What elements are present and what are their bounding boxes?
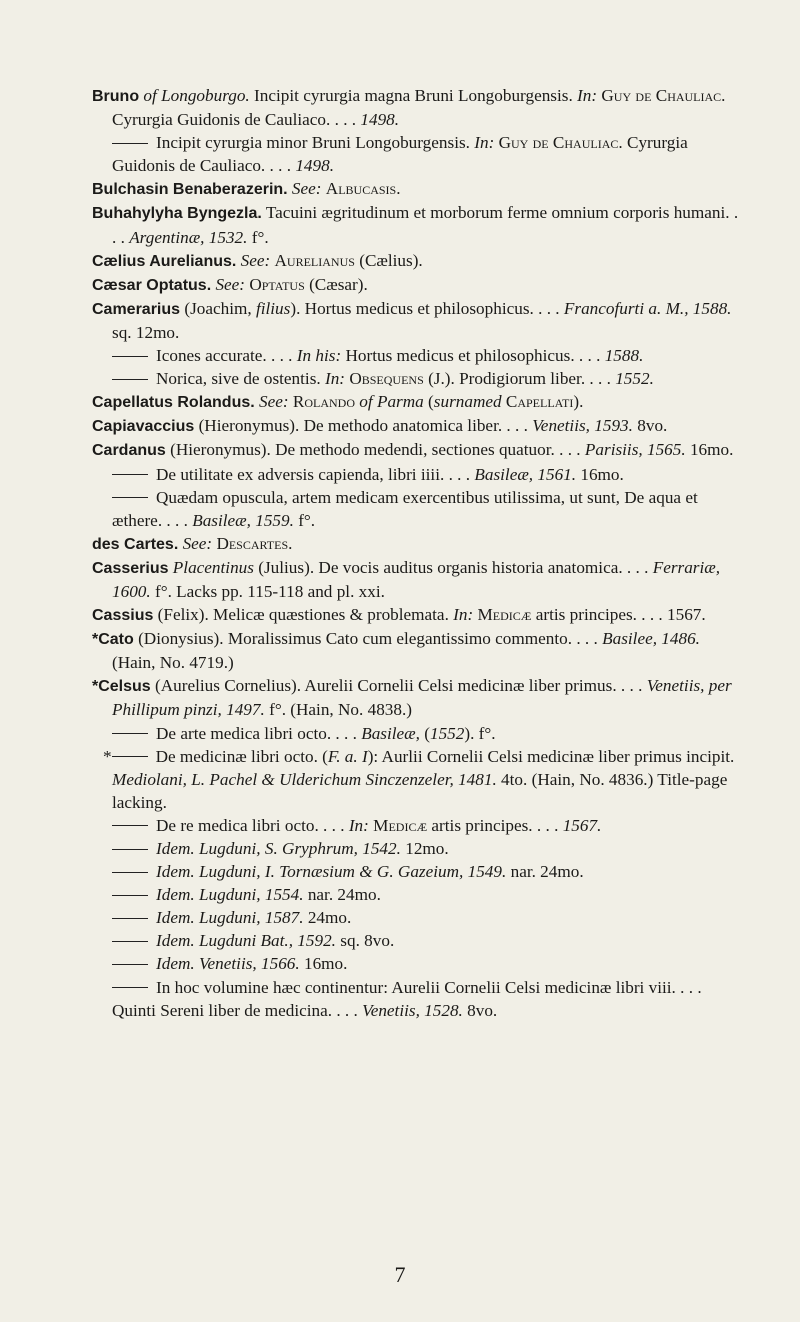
- entry-text: 1498.: [360, 110, 400, 130]
- entry-text: 16mo.: [576, 464, 624, 484]
- entry-text: Cyrurgia Guidonis de Cauliaco. . . .: [112, 133, 688, 176]
- entry-text: f°. (Hain, No. 4838.): [264, 700, 413, 720]
- entry-text: 16mo.: [685, 440, 734, 460]
- entry-text: See:: [291, 179, 322, 199]
- entry-text: In:: [577, 86, 598, 105]
- entry-text: Idem.: [156, 885, 195, 905]
- entry-text: Lugduni, S. Gryphrum, 1542.: [198, 839, 401, 858]
- entry-text: Francofurti a. M., 1588.: [563, 298, 732, 318]
- entry-text: F. a. I: [327, 746, 368, 766]
- entry-text: f°.: [247, 227, 269, 247]
- entry-text: De utilitate ex adversis capienda, libri iiii. . . .: [156, 464, 475, 484]
- catalogue-entry: [92, 297, 742, 344]
- entry-text: Optatus: [249, 274, 305, 294]
- entry-text: In:: [474, 133, 495, 153]
- ditto-dash: [112, 825, 148, 826]
- entry-heading: Cardanus: [92, 442, 166, 460]
- sub-entry: [92, 344, 742, 367]
- entry-text: In hoc volumine hæc continentur: Aurelii Cornelii Celsi medicinæ libri viii. . . . Quinti Sereni liber de medicina. . . .: [112, 977, 702, 1020]
- entry-text: Guy de Chauliac.: [601, 86, 726, 105]
- sub-entry: [92, 131, 742, 177]
- entry-text: Argentinæ, 1532.: [129, 227, 248, 247]
- entry-text: In:: [324, 369, 346, 389]
- entry-text: Ferrariæ, 1600.: [112, 557, 721, 601]
- entry-text: Cyrurgia Guidonis de Cauliaco. . . .: [112, 110, 361, 130]
- entry-text: Albucasis.: [325, 179, 401, 199]
- catalogue-entry: [92, 674, 742, 721]
- entry-text: (Hain, No. 4719.): [112, 653, 234, 673]
- entry-heading: Cæsar Optatus.: [92, 276, 212, 294]
- ditto-dash: [112, 964, 148, 965]
- entry-text: (Julius). De vocis auditus organis historia anatomica. . . .: [253, 557, 653, 577]
- entry-text: Mediolani, L. Pachel & Ulderichum Sinczenzeler, 1481.: [112, 769, 497, 789]
- entry-text: Venetiis, 1566.: [198, 954, 300, 974]
- catalogue-entry: [92, 390, 742, 414]
- entry-text: of Parma: [359, 392, 424, 412]
- entry-text: In:: [453, 605, 474, 625]
- entry-text: See:: [182, 533, 213, 553]
- entry-text: Norica, sive de ostentis.: [156, 369, 325, 389]
- entry-text: 1588.: [604, 346, 644, 366]
- ditto-dash: [112, 379, 148, 380]
- entry-text: Tacuini ægritudinum et morborum ferme omnium corporis humani. . . .: [112, 203, 739, 247]
- catalogue-entry: [92, 556, 742, 603]
- entry-text: ). f°.: [464, 723, 496, 743]
- ditto-dash: [112, 918, 148, 919]
- entry-text: Guy de Chauliac.: [498, 133, 623, 153]
- entry-text: Parisiis, 1565.: [584, 440, 686, 460]
- sub-entry: [92, 929, 742, 952]
- sub-entry: [92, 722, 742, 745]
- sub-entry: [92, 976, 742, 1022]
- entry-text: Basileæ, 1559.: [192, 510, 294, 530]
- entry-text: Venetiis, per Phillipum pinzi, 1497.: [112, 676, 732, 720]
- entry-text: Medicæ: [477, 605, 532, 625]
- catalogue-entry: [92, 273, 742, 297]
- sub-entry: [92, 367, 742, 390]
- entry-text: ). Hortus medicus et philosophicus. . . .: [290, 298, 564, 318]
- entry-text: See:: [259, 392, 289, 412]
- entry-text: Medicæ: [373, 815, 428, 835]
- entry-text: ): Aurlii Cornelii Celsi medicinæ liber primus incipit.: [367, 746, 735, 766]
- entry-heading: Camerarius: [92, 300, 181, 318]
- entry-text: surnamed: [433, 392, 502, 412]
- entry-text: Aurelianus: [274, 250, 355, 270]
- entry-text: Lugduni, 1554.: [198, 885, 304, 905]
- ditto-dash: [112, 941, 148, 942]
- ditto-dash: [112, 895, 148, 896]
- entry-text: 8vo.: [462, 1000, 498, 1020]
- entry-text: Lugduni, I. Tornæsium & G. Gazeium, 1549.: [198, 862, 507, 882]
- entry-heading: Cassius: [92, 607, 154, 625]
- entry-text: De arte medica libri octo. . . .: [156, 723, 362, 743]
- entry-text: De medicinæ libri octo. (: [155, 746, 328, 766]
- entry-text: Venetiis, 1593.: [532, 416, 633, 436]
- entry-text: (Joachim,: [180, 298, 256, 318]
- entry-text: Basileæ,: [361, 723, 420, 743]
- ditto-dash: [112, 497, 148, 498]
- ditto-dash: [112, 756, 148, 757]
- sub-entry: [92, 745, 742, 814]
- catalogue-entry: [92, 532, 742, 556]
- entry-text: f°.: [293, 510, 316, 530]
- entry-text: (Hieronymus). De methodo anatomica liber. . . .: [194, 416, 533, 436]
- entry-text: Obsequens: [349, 369, 424, 389]
- entry-text: sq. 12mo.: [112, 322, 180, 342]
- entry-heading: Casserius: [92, 559, 169, 577]
- entry-text: Incipit cyrurgia magna Bruni Longoburgensis.: [249, 86, 578, 105]
- entry-text: Idem.: [156, 954, 195, 974]
- entry-text: (Cælius).: [354, 250, 423, 270]
- entry-text: 1498.: [295, 156, 334, 176]
- entry-text: ).: [573, 392, 584, 412]
- sub-entry: [92, 860, 742, 883]
- ditto-dash: [112, 474, 148, 475]
- entry-text: (Aurelius Cornelius). Aurelii Cornelii Celsi medicinæ liber primus. . . .: [150, 676, 647, 696]
- entry-text: (J.). Prodigiorum liber. . . .: [423, 369, 616, 389]
- entry-text: Idem.: [156, 839, 195, 858]
- entry-text: Lugduni Bat., 1592.: [198, 931, 336, 951]
- entry-text: Incipit cyrurgia minor Bruni Longoburgensis.: [156, 133, 475, 153]
- entry-text: De re medica libri octo. . . .: [156, 815, 349, 835]
- entry-text: (: [423, 392, 434, 412]
- catalogue-entry: [92, 627, 742, 674]
- entry-text: Quædam opuscula, artem medicam exercentibus utilissima, ut sunt, De aqua et æthere. . . .: [112, 487, 698, 530]
- sub-entry: [92, 906, 742, 929]
- sub-entry: [92, 952, 742, 975]
- entry-text: f°. Lacks pp. 115-118 and pl. xxi.: [150, 581, 385, 601]
- entry-text: See:: [215, 274, 246, 294]
- entry-text: Capellati: [505, 392, 574, 412]
- entry-text: nar. 24mo.: [506, 862, 584, 882]
- page-number: 7: [394, 1262, 406, 1287]
- entry-text: 4to. (Hain, No. 4836.) Title-page lacking.: [112, 769, 728, 812]
- asterisk-mark: *: [103, 746, 112, 766]
- entry-text: Idem.: [156, 931, 195, 951]
- entry-text: In:: [348, 815, 369, 835]
- entry-text: 1552.: [615, 369, 654, 389]
- entry-text: sq. 8vo.: [335, 931, 395, 951]
- entry-text: 8vo.: [632, 416, 668, 436]
- ditto-dash: [112, 987, 148, 988]
- entry-text: Basileæ, 1561.: [474, 464, 577, 484]
- entry-text: 16mo.: [299, 954, 348, 974]
- entry-heading: Bruno: [92, 88, 140, 105]
- entry-text: In his:: [296, 346, 342, 366]
- ditto-dash: [112, 872, 148, 873]
- entry-text: 1567.: [562, 815, 602, 835]
- entry-text: See:: [240, 250, 271, 270]
- entry-text: of Longoburgo.: [143, 86, 250, 105]
- entry-text: 24mo.: [303, 908, 352, 928]
- catalogue-entry: [92, 414, 742, 438]
- entry-text: Placentinus: [172, 557, 254, 577]
- ditto-dash: [112, 733, 148, 734]
- entry-text: Lugduni, 1587.: [198, 908, 304, 928]
- entry-text: 12mo.: [400, 839, 449, 858]
- entry-heading: *Celsus: [92, 678, 151, 696]
- sub-entry: [92, 837, 742, 860]
- entry-text: artis principes. . . .: [427, 815, 563, 835]
- catalogue-entry: [92, 249, 742, 273]
- entry-text: (: [419, 723, 430, 743]
- entry-text: filius: [255, 298, 291, 318]
- entry-heading: Cælius Aurelianus.: [92, 252, 237, 270]
- sub-entry: [92, 486, 742, 532]
- entry-text: Hortus medicus et philosophicus. . . .: [341, 346, 605, 366]
- catalogue-entry: [92, 603, 742, 627]
- sub-entry: [92, 883, 742, 906]
- entry-heading: Bulchasin Benaberazerin.: [92, 181, 288, 199]
- entry-heading: Buhahylyha Byngezla.: [92, 205, 262, 223]
- entry-text: Rolando: [292, 392, 355, 412]
- entry-text: (Cæsar).: [304, 274, 368, 294]
- entry-text: (Dionysius). Moralissimus Cato cum elegantissimo commento. . . .: [133, 629, 603, 649]
- ditto-dash: [112, 849, 148, 850]
- entry-heading: des Cartes.: [92, 535, 179, 553]
- catalogue-entry: [92, 177, 742, 201]
- entry-text: Idem.: [156, 908, 195, 928]
- entry-heading: Capellatus Rolandus.: [92, 394, 255, 412]
- ditto-dash: [112, 356, 148, 357]
- catalogue-entry: [92, 201, 742, 248]
- entry-text: nar. 24mo.: [303, 885, 381, 905]
- ditto-dash: [112, 143, 148, 144]
- entry-text: (Hieronymus). De methodo medendi, sectiones quatuor. . . .: [165, 440, 585, 460]
- entry-text: Icones accurate. . . .: [156, 346, 297, 366]
- sub-entry: [92, 463, 742, 486]
- catalogue-entry: [92, 438, 742, 462]
- entry-text: Idem.: [156, 862, 195, 882]
- catalogue-entry: [92, 84, 742, 131]
- entry-text: Descartes.: [216, 533, 293, 553]
- entry-text: (Felix). Melicæ quæstiones & problemata.: [153, 605, 454, 625]
- catalogue-entries: [92, 84, 742, 1022]
- entry-text: artis principes. . . . 1567.: [531, 605, 706, 625]
- sub-entry: [92, 814, 742, 837]
- entry-text: Basilee, 1486.: [602, 629, 700, 649]
- entry-heading: Capiavaccius: [92, 418, 195, 436]
- entry-text: 1552: [429, 723, 465, 743]
- entry-heading: *Cato: [92, 631, 134, 649]
- entry-text: Venetiis, 1528.: [362, 1000, 463, 1020]
